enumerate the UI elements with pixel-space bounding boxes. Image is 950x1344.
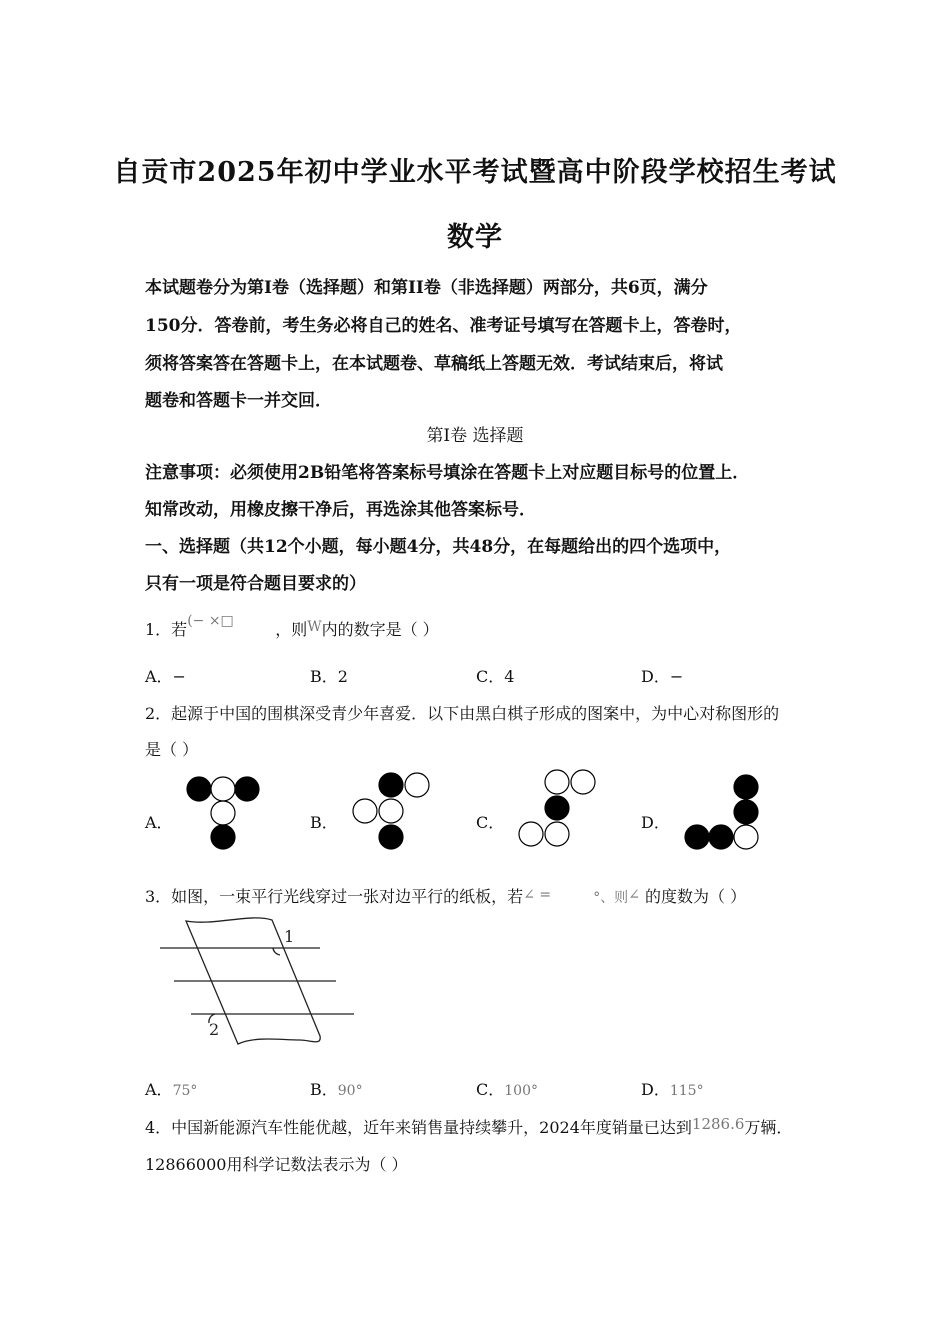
q3-option-d-letter: D．: [641, 1080, 670, 1099]
q4-text-a: 4．中国新能源汽车性能优越，近年来销售量持续攀升，2024年度销量已达到: [145, 1118, 692, 1137]
q1-option-b: B．2: [310, 667, 348, 686]
q3-angle-a: ∠ =: [523, 887, 552, 903]
angle-1-arc: [273, 948, 280, 955]
page-title: 自贡市2025年初中学业水平考试暨高中阶段学校招生考试: [113, 157, 837, 188]
section-heading: 第I卷 选择题: [426, 426, 524, 446]
q1-box: W: [307, 619, 322, 635]
q3-option-b: [310, 1077, 363, 1100]
intro-line-3: 须将答案答在答题卡上，在本试题卷、草稿纸上答题无效．考试结束后，将试: [145, 354, 723, 374]
angle-1-label: 1: [284, 927, 295, 946]
q3-text-c: 的度数为（ ）: [639, 887, 747, 906]
q1-suffix: 内的数字是（ ）: [321, 620, 439, 639]
question-2-line-2: 是（ ）: [145, 740, 199, 759]
q3-option-d: [641, 1077, 704, 1100]
q3-option-a-letter: A．: [145, 1080, 173, 1099]
angle-2-label: 2: [209, 1020, 220, 1039]
q3-option-d-value: 115°: [669, 1083, 704, 1099]
intro-line-4: 题卷和答题卡一并交回．: [145, 391, 332, 411]
q1-option-d: D．−: [641, 667, 684, 686]
q2-option-a-label: A．: [145, 813, 173, 832]
q3-option-b-value: 90°: [337, 1083, 363, 1099]
q3-option-a: [145, 1077, 197, 1100]
question-4-line-2: 12866000用科学记数法表示为（ ）: [145, 1155, 408, 1174]
intro-line-1: 本试题卷分为第I卷（选择题）和第II卷（非选择题）两部分，共6页，满分: [145, 278, 708, 298]
q3-option-c-value: 100°: [504, 1083, 538, 1099]
q3-option-c: [476, 1077, 538, 1100]
q1-prefix: 1．若: [145, 620, 188, 639]
q2-option-b-label: B．: [310, 813, 338, 832]
part-heading-line-1: 一、选择题（共12个小题，每小题4分，共48分，在每题给出的四个选项中，: [145, 537, 732, 557]
part-heading-line-2: 只有一项是符合题目要求的）: [145, 574, 366, 594]
q1-option-a: A．−: [145, 667, 186, 686]
q4-text-b: 万辆．: [744, 1118, 793, 1137]
notice-line-2: 知常改动，用橡皮擦干净后，再选涂其他答案标号．: [145, 500, 536, 520]
q1-mid: ，则: [275, 620, 308, 639]
intro-line-2: 150分．答卷前，考生务必将自己的姓名、准考证号填写在答题卡上，答卷时，: [145, 316, 742, 336]
question-4-line-1: [145, 1115, 792, 1138]
q1-expression: (− ×□: [187, 613, 234, 629]
q3-option-c-letter: C．: [476, 1080, 505, 1099]
q2-option-d-label: D．: [641, 813, 670, 832]
q3-option-a-value: 75°: [172, 1083, 198, 1099]
q3-angle-b: ∠: [628, 887, 640, 903]
q2-option-c-label: C．: [476, 813, 505, 832]
question-2-line-1: 2．起源于中国的围棋深受青少年喜爱．以下由黑白棋子形成的图案中，为中心对称图形的: [145, 704, 780, 723]
q3-option-b-letter: B．: [310, 1080, 338, 1099]
q1-option-c: C．4: [476, 667, 515, 686]
q3-text-b: °、则: [593, 890, 629, 906]
q3-text-a: 3．如图，一束平行光线穿过一张对边平行的纸板，若: [145, 887, 524, 906]
notice-line-1: 注意事项：必须使用2B铅笔将答案标号填涂在答题卡上对应题目标号的位置上．: [145, 463, 750, 483]
subject-title: 数学: [447, 222, 503, 253]
q4-value: 1286.6: [691, 1115, 745, 1133]
